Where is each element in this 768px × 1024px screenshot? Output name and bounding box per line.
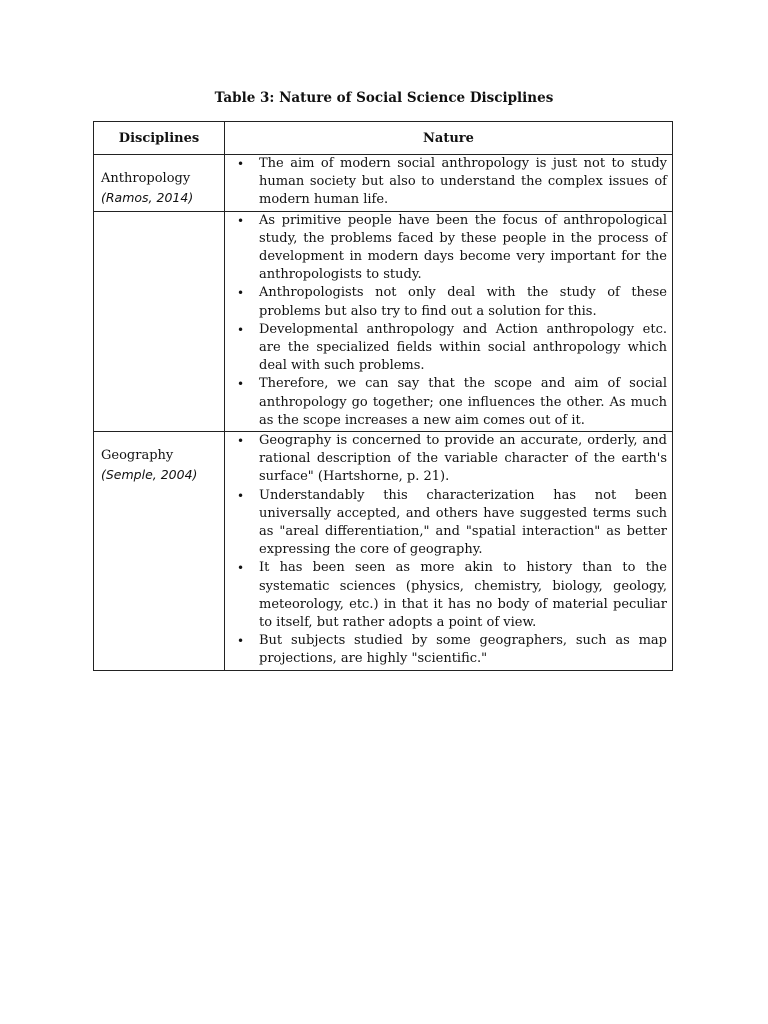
discipline-name: Anthropology (101, 171, 191, 186)
list-item: • But subjects studied by some geographers, such as map projections, are highly "scientific." (233, 632, 667, 668)
list-item: • It has been seen as more akin to history than to the systematic sciences (physics, chemistry, biology, geology, meteorology, etc.) in that it has no body of material peculiar to itself, but rather adopts a point of view. (233, 559, 667, 632)
nature-list (233, 155, 667, 210)
nature-cell (225, 432, 673, 671)
list-item: • Therefore, we can say that the scope and aim of social anthropology go together; one influences the other. As much as the scope increases a new aim comes out of it. (233, 375, 667, 430)
disciplines-table (93, 121, 673, 671)
header-nature: Nature (225, 122, 673, 155)
discipline-name: Geography (101, 448, 174, 464)
discipline-citation: (Ramos, 2014) (101, 190, 194, 205)
list-item: • Geography is concerned to provide an accurate, orderly, and rational description of the variable character of the earth's surface" (Hartshorne, p. 21). (233, 432, 667, 487)
table-row (94, 155, 673, 212)
discipline-cell (94, 155, 225, 212)
nature-cell (225, 155, 673, 212)
table-row (94, 211, 673, 431)
header-disciplines: Disciplines (94, 122, 225, 155)
nature-list (233, 212, 667, 430)
list-item: • Developmental anthropology and Action anthropology etc. are the specialized fields within social anthropology which deal with such problems. (233, 321, 667, 376)
discipline-citation: (Semple, 2004) (101, 467, 198, 483)
nature-list (233, 432, 667, 669)
list-item: • The aim of modern social anthropology is just not to study human society but also to understand the complex issues of modern human life. (233, 155, 667, 210)
table-row (94, 432, 673, 671)
header-row (94, 122, 673, 155)
nature-cell (225, 211, 673, 431)
list-item: • Anthropologists not only deal with the study of these problems but also try to find out a solution for this. (233, 284, 667, 320)
list-item: • As primitive people have been the focus of anthropological study, the problems faced by these people in the process of development in modern days become very important for the anthropologists to study. (233, 212, 667, 285)
table-caption: Table 3: Nature of Social Science Disciplines (214, 90, 554, 106)
list-item: • Understandably this characterization has not been universally accepted, and others have suggested terms such as "areal differentiation," and "spatial interaction" as better expressing the core of geography. (233, 487, 667, 560)
discipline-cell (94, 211, 225, 431)
discipline-cell (94, 432, 225, 671)
